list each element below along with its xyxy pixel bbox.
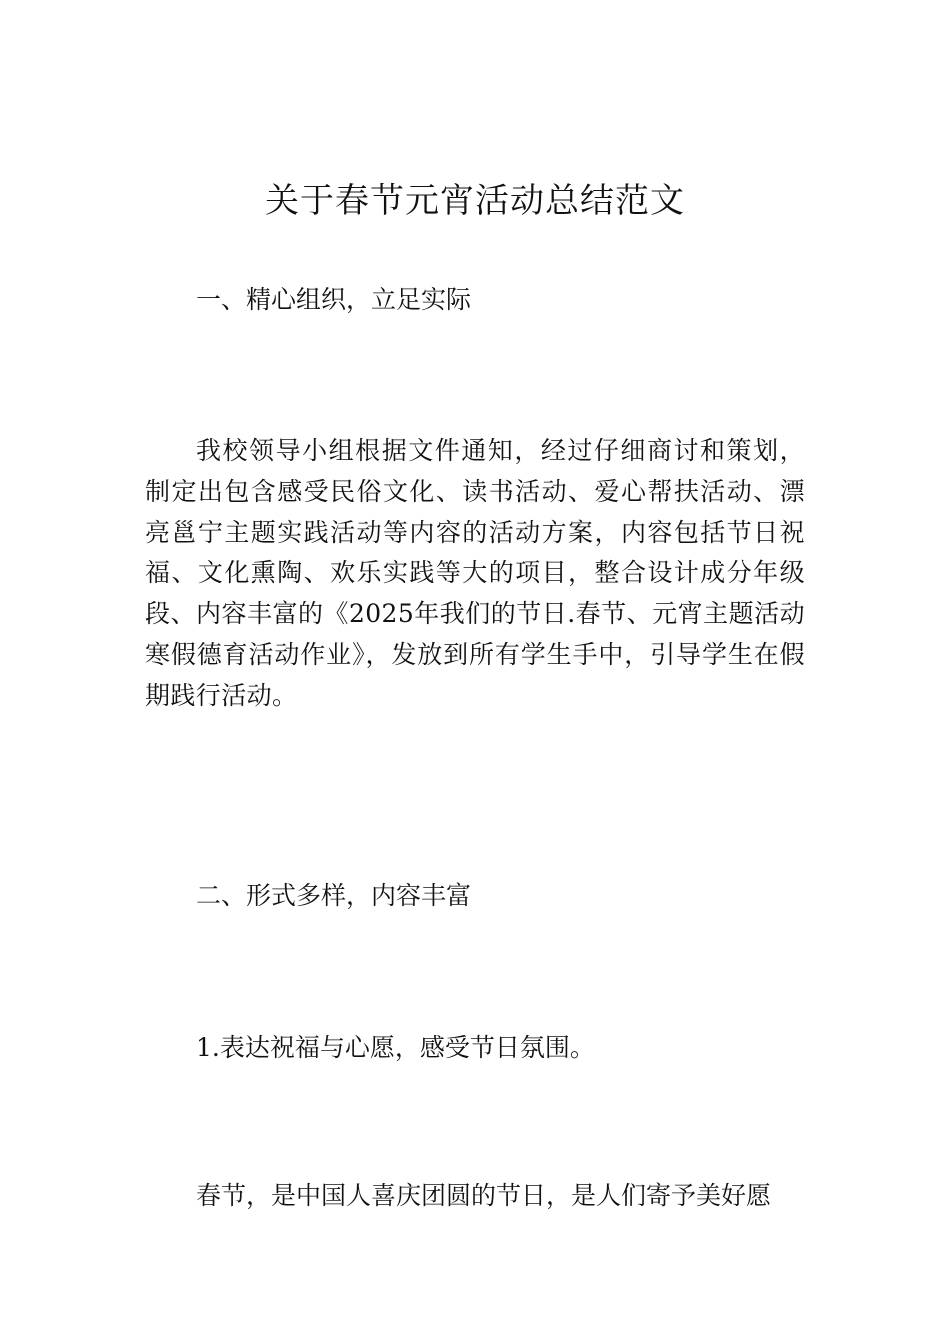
- section-heading-1: 一、精心组织，立足实际: [196, 285, 472, 314]
- subsection-heading-1: 1.表达祝福与心愿，感受节日氛围。: [196, 1033, 595, 1062]
- section-heading-2: 二、形式多样，内容丰富: [196, 881, 472, 910]
- paragraph-1: 我校领导小组根据文件通知，经过仔细商讨和策划，制定出包含感受民俗文化、读书活动、爱心帮扶活动、漂亮邕宁主题实践活动等内容的活动方案，内容包括节日祝福、文化熏陶、欢乐实践等大的项目，整合设计成分年级段、内容丰富的《2025年我们的节日.春节、元宵主题活动寒假德育活动作业》，发放到所有学生手中，引导学生在假期践行活动。: [145, 436, 805, 710]
- paragraph-2-start: 春节，是中国人喜庆团圆的节日，是人们寄予美好愿: [196, 1181, 772, 1210]
- document-title: 关于春节元宵活动总结范文: [265, 181, 685, 221]
